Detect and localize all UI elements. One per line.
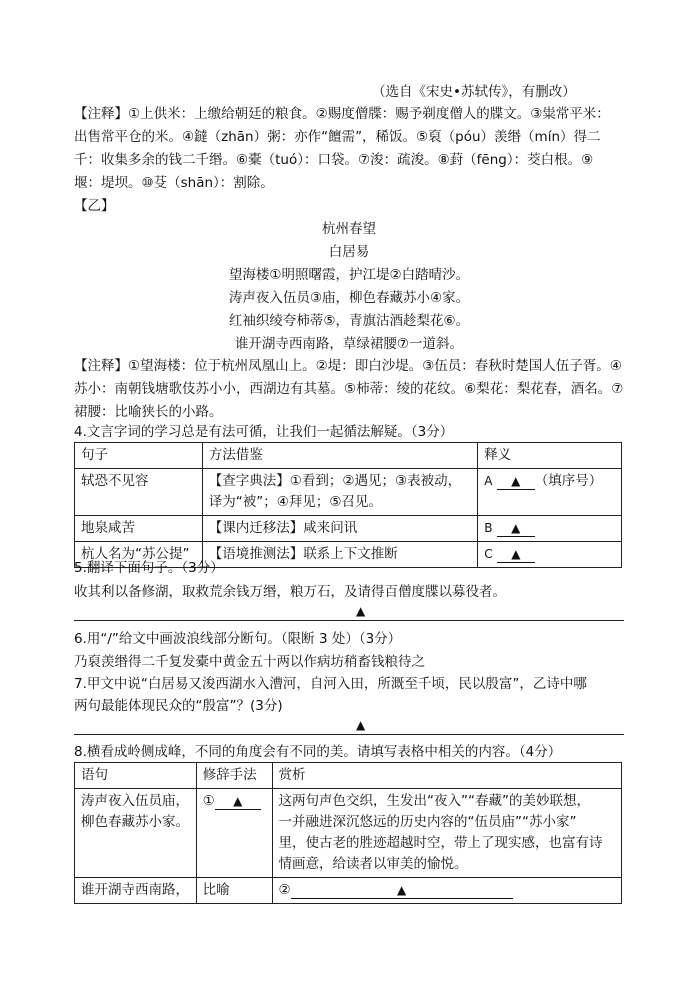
blank-triangle: ▲ bbox=[511, 521, 521, 535]
q4-row-a-method bbox=[202, 469, 477, 516]
blank-triangle: ▲ bbox=[397, 883, 407, 897]
notes-yi-line-2: 苏小：南朝钱塘歌伎苏小小，西湖边有其墓。⑤柿蒂：绫的花纹。⑥梨花：梨花春，酒名。⑦ bbox=[74, 381, 624, 397]
poem-title: 杭州春望 bbox=[322, 221, 376, 237]
q8-header-sentence: 语句 bbox=[75, 763, 197, 789]
q5-answer-triangle: ▲ bbox=[356, 604, 366, 618]
notes-jia-line-3: 千：收集多余的钱二千缗。⑥橐（tuó）：口袋。⑦浚：疏浚。⑧葑（fēng）：茭白根。⑨ bbox=[74, 152, 594, 168]
q8-row-2-appreciation bbox=[272, 878, 621, 904]
q8-row-1-marker: ① bbox=[202, 793, 215, 809]
q8-row-1-sentence bbox=[75, 789, 197, 878]
q8-header-rhetoric: 修辞手法 bbox=[196, 763, 272, 789]
notes-jia-line-4: 堰：堤坝。⑩芟（shān）：割除。 bbox=[74, 175, 274, 191]
q4-row-a-answer bbox=[478, 469, 622, 516]
notes-yi-line-3: 裙腰：比喻狭长的小路。 bbox=[74, 404, 223, 420]
q4-row-a-label: A bbox=[484, 474, 493, 488]
q8-header-appreciation: 赏析 bbox=[272, 763, 621, 789]
q4-table bbox=[74, 442, 622, 568]
q8-row-2-marker: ② bbox=[278, 882, 291, 898]
q8-row-2-rhetoric: 比喻 bbox=[196, 878, 272, 904]
q8-row-2-sentence: 谁开湖寺西南路， bbox=[75, 878, 197, 904]
q8-row-1-sentence-line-1: 涛声夜入伍员庙， bbox=[81, 793, 189, 809]
blank-triangle: ▲ bbox=[233, 794, 243, 808]
poem-line-1: 望海楼①明照曙霞，护江堤②白踏晴沙。 bbox=[228, 267, 470, 283]
q8-appreciation-line-4: 情画意，给读者以审美的愉悦。 bbox=[278, 856, 468, 872]
q4-row-c-method: 【语境推测法】联系上下文推断 bbox=[202, 542, 477, 568]
notes-jia-line-1: 【注释】①上供米：上缴给朝廷的粮食。②赐度僧牒：赐予剃度僧人的牒文。③粜常平米： bbox=[74, 106, 610, 122]
poem-line-3: 红袖织绫夸柿蒂⑤，青旗沽酒趁梨花⑥。 bbox=[228, 313, 470, 329]
q4-row-b-label: B bbox=[484, 521, 493, 535]
q4-header-row bbox=[75, 443, 622, 469]
q5-sentence: 收其利以备修湖，取救荒余钱万缗，粮万石，及请得百僧度牒以募役者。 bbox=[74, 584, 506, 600]
q4-answer-c-blank[interactable] bbox=[497, 546, 535, 563]
q4-row-a-sentence: 轼恐不见容 bbox=[75, 469, 203, 516]
q4-row-a-method-line-1: 【查字典法】①看到；②遇见；③表被动， bbox=[208, 473, 462, 489]
q8-row-1-sentence-line-2: 柳色春藏苏小家。 bbox=[81, 814, 189, 830]
q4-row-b-method: 【课内迁移法】咸来问讯 bbox=[202, 516, 477, 542]
q6-prompt: 6.用“/”给文中画波浪线部分断句。（限断 3 处）（3分） bbox=[74, 631, 402, 647]
q4-row-a bbox=[75, 469, 622, 516]
q4-row-c-answer bbox=[478, 542, 622, 568]
q7-line-1: 7.甲文中说“白居易又浚西湖水入漕河，自河入田，所溉至千顷，民以殷富”，乙诗中哪 bbox=[74, 676, 587, 692]
q4-answer-a-blank[interactable] bbox=[497, 473, 535, 490]
poem-line-2: 涛声夜入伍员③庙，柳色春藏苏小④家。 bbox=[228, 290, 470, 306]
q4-row-b-sentence: 地泉咸苦 bbox=[75, 516, 203, 542]
q4-row-c-label: C bbox=[484, 547, 493, 561]
notes-yi-line-1: 【注释】①望海楼：位于杭州凤凰山上。②堤：即白沙堤。③伍员：春秋时楚国人伍子胥。④ bbox=[74, 358, 622, 374]
q4-row-c-sentence: 杭人名为“苏公提” bbox=[75, 542, 203, 568]
q8-appreciation-line-1: 这两句声色交织，生发出“夜入”“春藏”的美妙联想， bbox=[278, 793, 590, 809]
q7-line-2: 两句最能体现民众的“殷富”？(3分) bbox=[74, 698, 283, 714]
q5-answer-line[interactable] bbox=[74, 620, 624, 621]
q8-header-row bbox=[75, 763, 622, 789]
q4-header-sentence: 句子 bbox=[75, 443, 203, 469]
q4-answer-b-blank[interactable] bbox=[497, 520, 535, 537]
blank-triangle: ▲ bbox=[511, 547, 521, 561]
q7-answer-triangle: ▲ bbox=[356, 718, 366, 732]
q8-prompt: 8.横看成岭侧成峰，不同的角度会有不同的美。请填写表格中相关的内容。（4分） bbox=[74, 744, 562, 760]
poem-author: 白居易 bbox=[328, 244, 370, 260]
q8-table bbox=[74, 762, 622, 904]
section-yi-heading: 【乙】 bbox=[74, 198, 115, 214]
q4-row-b-answer bbox=[478, 516, 622, 542]
q8-appreciation-line-3: 里，使古老的胜迹超越时空，带上了现实感，也富有诗 bbox=[278, 835, 603, 851]
q5-prompt: 5.翻译下面句子。（3分） bbox=[74, 560, 224, 576]
q4-row-a-method-line-2: 译为“被”；④拜见；⑤召见。 bbox=[208, 494, 382, 510]
q8-row-1-appreciation bbox=[272, 789, 621, 878]
q4-header-method: 方法借鉴 bbox=[202, 443, 477, 469]
notes-jia-line-2: 出售常平仓的米。④鐽（zhān）粥：亦作“饘需”，稀饭。⑤裒（póu）羡缗（mín）得二 bbox=[74, 129, 601, 145]
q7-answer-line[interactable] bbox=[74, 734, 624, 735]
q8-rhetoric-blank[interactable] bbox=[215, 793, 261, 810]
q8-row-1 bbox=[75, 789, 622, 878]
q8-appreciation-blank[interactable] bbox=[291, 882, 513, 899]
poem-line-4: 谁开湖寺西南路，草绿裙腰⑦一道斜。 bbox=[234, 336, 464, 352]
q8-appreciation-line-2: 一并融进深沉悠远的历史内容的“伍员庙”“苏小家” bbox=[278, 814, 577, 830]
source-citation: （选自《宋史•苏轼传》，有删改） bbox=[372, 84, 576, 100]
q8-row-2 bbox=[75, 878, 622, 904]
q4-row-a-note: （填序号） bbox=[534, 473, 603, 489]
q4-header-meaning: 释义 bbox=[478, 443, 622, 469]
q8-row-1-rhetoric bbox=[196, 789, 272, 878]
q4-prompt: 4.文言字词的学习总是有法可循，让我们一起循法解疑。（3分） bbox=[74, 424, 454, 440]
blank-triangle: ▲ bbox=[511, 474, 521, 488]
q6-text: 乃裒羡缗得二千复发橐中黄金五十两以作病坊稍畜钱粮待之 bbox=[74, 654, 425, 670]
q4-row-b bbox=[75, 516, 622, 542]
